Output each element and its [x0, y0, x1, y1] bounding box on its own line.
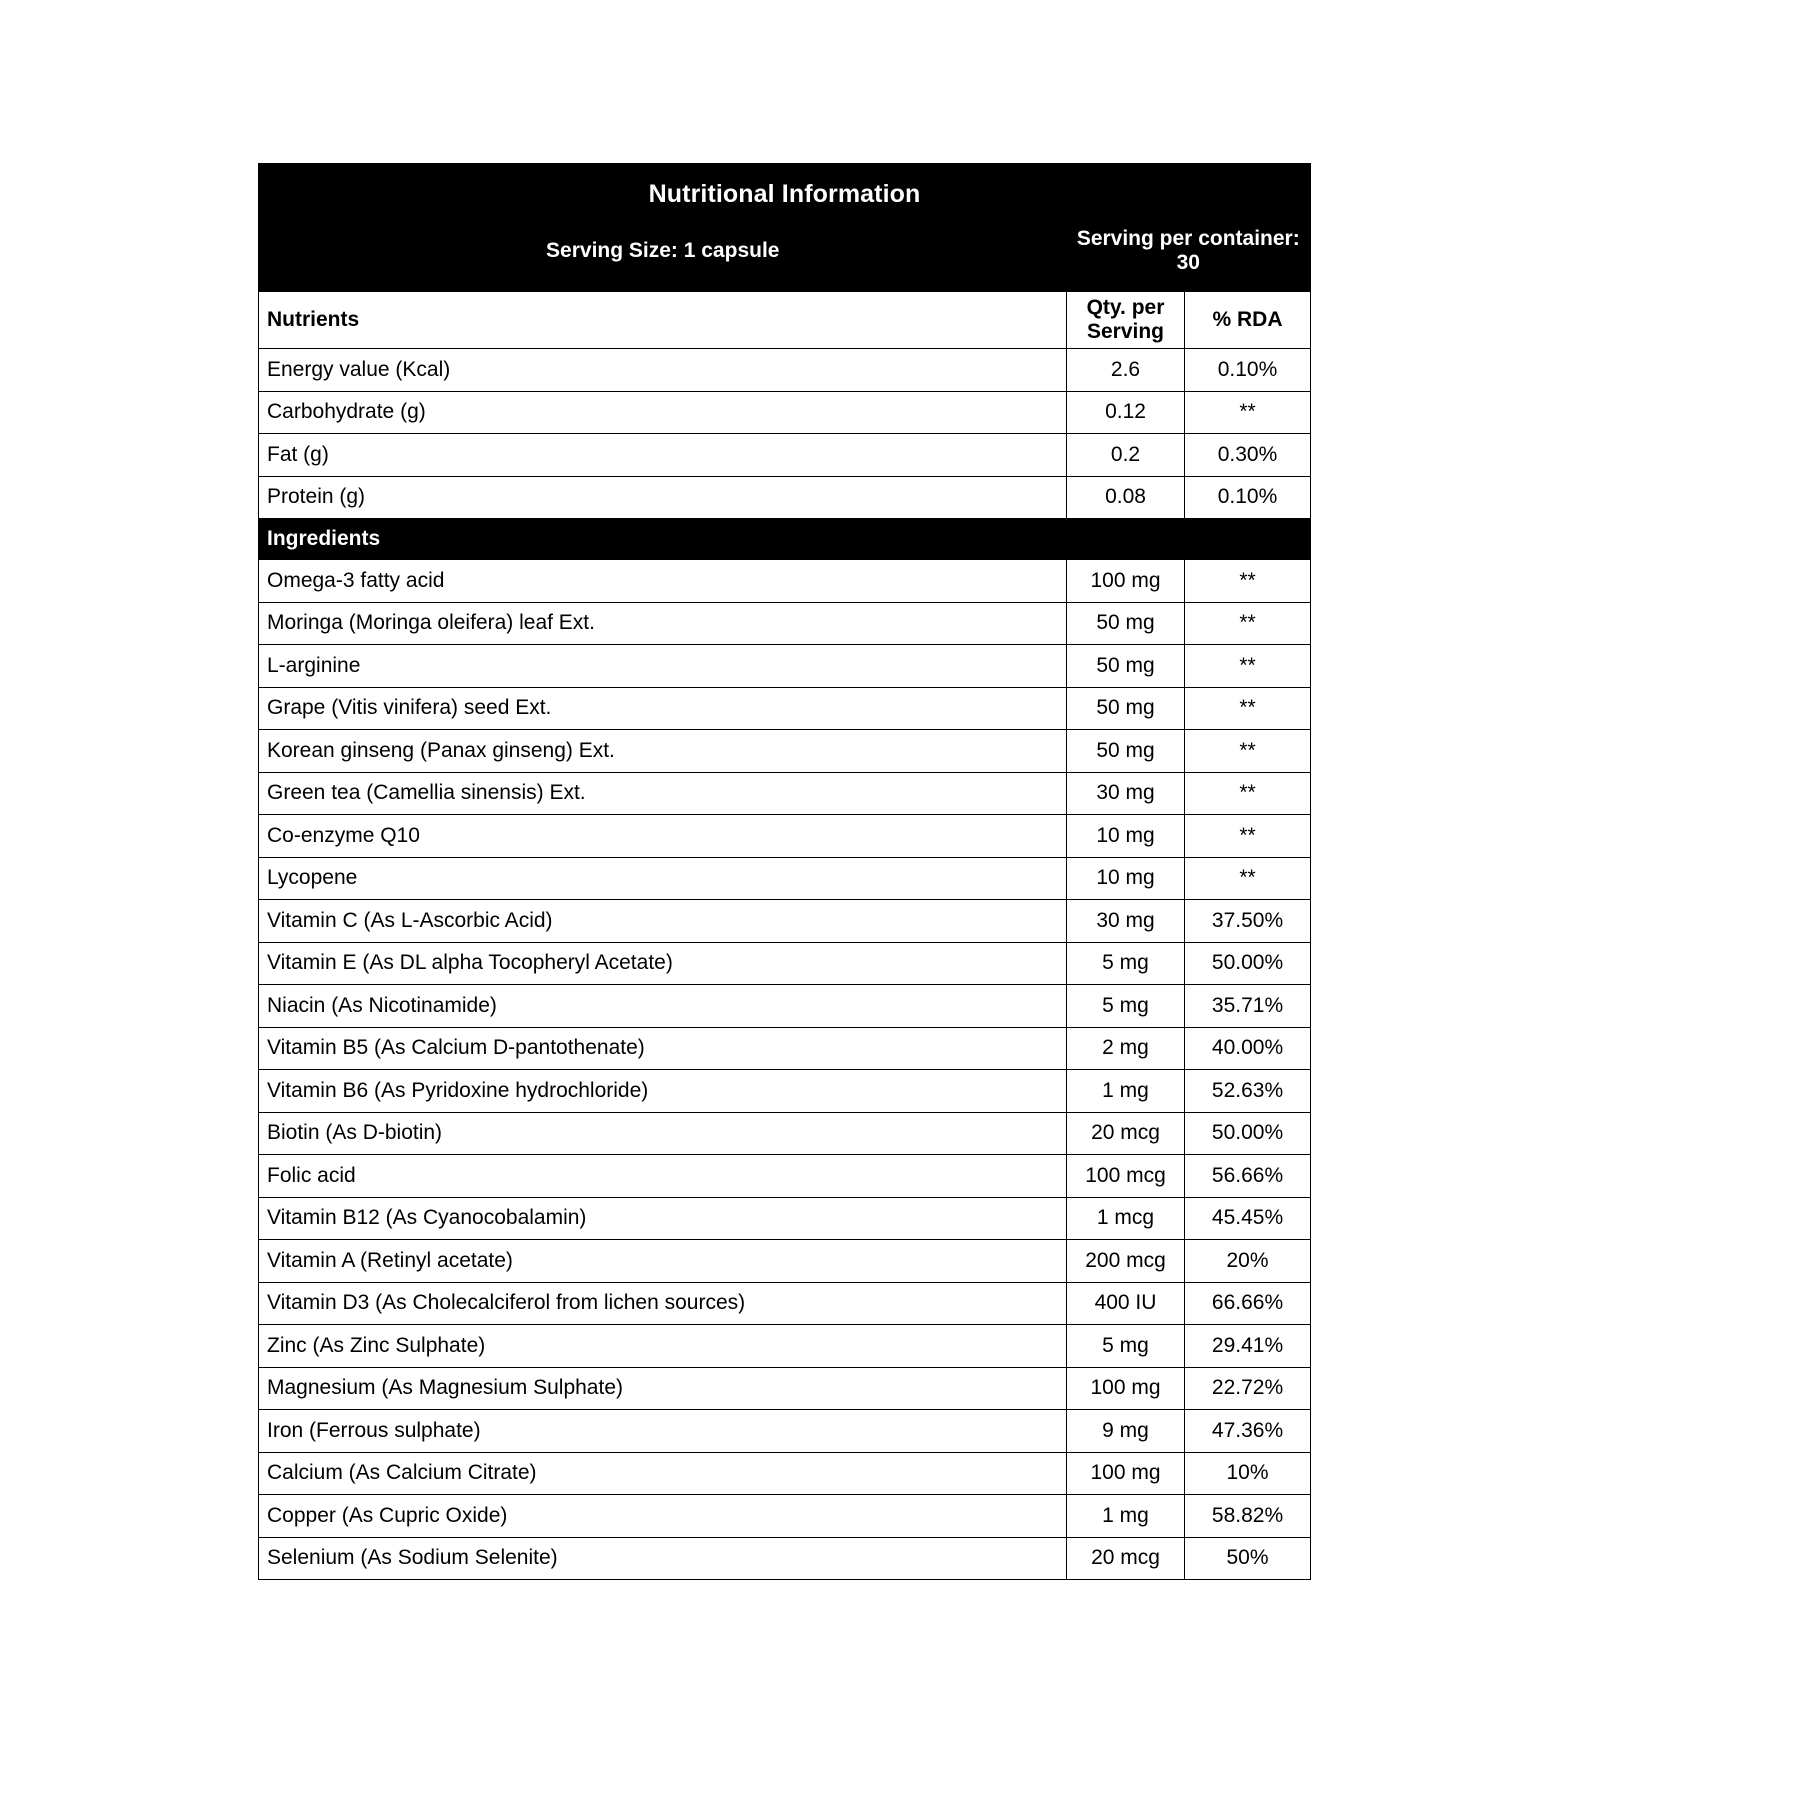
row-nutrient-name: Vitamin A (Retinyl acetate) [259, 1240, 1067, 1283]
row-percent-rda: 50% [1185, 1537, 1311, 1580]
row-percent-rda: 35.71% [1185, 985, 1311, 1028]
row-percent-rda: 22.72% [1185, 1367, 1311, 1410]
table-row [259, 1495, 1311, 1538]
row-qty-per-serving: 9 mg [1067, 1410, 1185, 1453]
row-qty-per-serving: 5 mg [1067, 1325, 1185, 1368]
row-nutrient-name: Vitamin B12 (As Cyanocobalamin) [259, 1197, 1067, 1240]
row-nutrient-name: Energy value (Kcal) [259, 349, 1067, 392]
row-nutrient-name: L-arginine [259, 645, 1067, 688]
row-percent-rda: 37.50% [1185, 900, 1311, 943]
row-nutrient-name: Copper (As Cupric Oxide) [259, 1495, 1067, 1538]
row-percent-rda: 66.66% [1185, 1282, 1311, 1325]
row-percent-rda: ** [1185, 391, 1311, 434]
table-row [259, 985, 1311, 1028]
nutrition-table-body [259, 163, 1311, 1580]
row-nutrient-name: Folic acid [259, 1155, 1067, 1198]
row-nutrient-name: Vitamin C (As L-Ascorbic Acid) [259, 900, 1067, 943]
column-header-row [259, 292, 1311, 349]
row-nutrient-name: Vitamin B5 (As Calcium D-pantothenate) [259, 1027, 1067, 1070]
row-percent-rda: 0.10% [1185, 476, 1311, 519]
table-row [259, 434, 1311, 477]
row-nutrient-name: Vitamin E (As DL alpha Tocopheryl Acetate) [259, 942, 1067, 985]
row-nutrient-name: Vitamin B6 (As Pyridoxine hydrochloride) [259, 1070, 1067, 1113]
table-row [259, 1325, 1311, 1368]
table-row [259, 1367, 1311, 1410]
row-percent-rda: 56.66% [1185, 1155, 1311, 1198]
table-row [259, 645, 1311, 688]
row-nutrient-name: Biotin (As D-biotin) [259, 1112, 1067, 1155]
row-nutrient-name: Niacin (As Nicotinamide) [259, 985, 1067, 1028]
row-qty-per-serving: 400 IU [1067, 1282, 1185, 1325]
row-qty-per-serving: 5 mg [1067, 985, 1185, 1028]
row-qty-per-serving: 100 mg [1067, 1452, 1185, 1495]
row-percent-rda: 20% [1185, 1240, 1311, 1283]
row-percent-rda: ** [1185, 602, 1311, 645]
row-percent-rda: ** [1185, 560, 1311, 603]
row-nutrient-name: Omega-3 fatty acid [259, 560, 1067, 603]
row-qty-per-serving: 50 mg [1067, 687, 1185, 730]
column-header-nutrients: Nutrients [259, 292, 1067, 349]
table-row [259, 1197, 1311, 1240]
row-qty-per-serving: 1 mcg [1067, 1197, 1185, 1240]
table-row [259, 391, 1311, 434]
row-qty-per-serving: 10 mg [1067, 857, 1185, 900]
row-percent-rda: 10% [1185, 1452, 1311, 1495]
serving-per-container: Serving per container: 30 [1067, 223, 1311, 292]
nutrition-table [258, 163, 1311, 1580]
row-percent-rda: 40.00% [1185, 1027, 1311, 1070]
row-nutrient-name: Co-enzyme Q10 [259, 815, 1067, 858]
row-percent-rda: 45.45% [1185, 1197, 1311, 1240]
row-nutrient-name: Zinc (As Zinc Sulphate) [259, 1325, 1067, 1368]
row-percent-rda: 47.36% [1185, 1410, 1311, 1453]
row-nutrient-name: Calcium (As Calcium Citrate) [259, 1452, 1067, 1495]
table-row [259, 1537, 1311, 1580]
row-nutrient-name: Magnesium (As Magnesium Sulphate) [259, 1367, 1067, 1410]
table-row [259, 560, 1311, 603]
row-percent-rda: ** [1185, 687, 1311, 730]
row-nutrient-name: Carbohydrate (g) [259, 391, 1067, 434]
table-row [259, 1282, 1311, 1325]
row-qty-per-serving: 50 mg [1067, 645, 1185, 688]
row-qty-per-serving: 100 mcg [1067, 1155, 1185, 1198]
serving-info-row [259, 223, 1311, 292]
section-heading-row [259, 519, 1311, 560]
row-percent-rda: 29.41% [1185, 1325, 1311, 1368]
table-row [259, 857, 1311, 900]
table-row [259, 1240, 1311, 1283]
row-percent-rda: ** [1185, 730, 1311, 773]
panel-title: Nutritional Information [259, 163, 1311, 223]
table-row [259, 815, 1311, 858]
table-row [259, 1155, 1311, 1198]
row-nutrient-name: Grape (Vitis vinifera) seed Ext. [259, 687, 1067, 730]
row-qty-per-serving: 5 mg [1067, 942, 1185, 985]
row-percent-rda: 0.30% [1185, 434, 1311, 477]
row-qty-per-serving: 20 mcg [1067, 1537, 1185, 1580]
table-row [259, 1452, 1311, 1495]
row-qty-per-serving: 30 mg [1067, 900, 1185, 943]
table-row [259, 687, 1311, 730]
table-row [259, 1410, 1311, 1453]
row-qty-per-serving: 0.08 [1067, 476, 1185, 519]
row-qty-per-serving: 100 mg [1067, 560, 1185, 603]
row-percent-rda: 52.63% [1185, 1070, 1311, 1113]
section-heading-ingredients: Ingredients [259, 519, 1311, 560]
serving-size: Serving Size: 1 capsule [259, 223, 1067, 292]
table-row [259, 1112, 1311, 1155]
row-percent-rda: 50.00% [1185, 942, 1311, 985]
row-qty-per-serving: 20 mcg [1067, 1112, 1185, 1155]
row-qty-per-serving: 200 mcg [1067, 1240, 1185, 1283]
row-nutrient-name: Korean ginseng (Panax ginseng) Ext. [259, 730, 1067, 773]
row-percent-rda: 0.10% [1185, 349, 1311, 392]
row-percent-rda: ** [1185, 815, 1311, 858]
table-row [259, 730, 1311, 773]
row-qty-per-serving: 1 mg [1067, 1495, 1185, 1538]
row-qty-per-serving: 0.12 [1067, 391, 1185, 434]
table-row [259, 349, 1311, 392]
table-row [259, 1070, 1311, 1113]
table-row [259, 476, 1311, 519]
row-nutrient-name: Lycopene [259, 857, 1067, 900]
row-nutrient-name: Green tea (Camellia sinensis) Ext. [259, 772, 1067, 815]
row-nutrient-name: Selenium (As Sodium Selenite) [259, 1537, 1067, 1580]
row-percent-rda: ** [1185, 772, 1311, 815]
row-nutrient-name: Vitamin D3 (As Cholecalciferol from lichen sources) [259, 1282, 1067, 1325]
column-header-percent-rda: % RDA [1185, 292, 1311, 349]
row-qty-per-serving: 2.6 [1067, 349, 1185, 392]
row-qty-per-serving: 10 mg [1067, 815, 1185, 858]
row-percent-rda: ** [1185, 857, 1311, 900]
row-qty-per-serving: 0.2 [1067, 434, 1185, 477]
table-row [259, 942, 1311, 985]
table-row [259, 602, 1311, 645]
row-nutrient-name: Moringa (Moringa oleifera) leaf Ext. [259, 602, 1067, 645]
row-qty-per-serving: 100 mg [1067, 1367, 1185, 1410]
row-qty-per-serving: 1 mg [1067, 1070, 1185, 1113]
row-qty-per-serving: 30 mg [1067, 772, 1185, 815]
row-percent-rda: ** [1185, 645, 1311, 688]
table-row [259, 772, 1311, 815]
row-nutrient-name: Fat (g) [259, 434, 1067, 477]
row-nutrient-name: Protein (g) [259, 476, 1067, 519]
row-qty-per-serving: 50 mg [1067, 730, 1185, 773]
row-qty-per-serving: 2 mg [1067, 1027, 1185, 1070]
title-banner-row [259, 163, 1311, 223]
table-row [259, 900, 1311, 943]
row-nutrient-name: Iron (Ferrous sulphate) [259, 1410, 1067, 1453]
table-row [259, 1027, 1311, 1070]
row-percent-rda: 50.00% [1185, 1112, 1311, 1155]
row-percent-rda: 58.82% [1185, 1495, 1311, 1538]
row-qty-per-serving: 50 mg [1067, 602, 1185, 645]
nutrition-facts-panel [258, 163, 1310, 1580]
column-header-qty-per-serving: Qty. per Serving [1067, 292, 1185, 349]
